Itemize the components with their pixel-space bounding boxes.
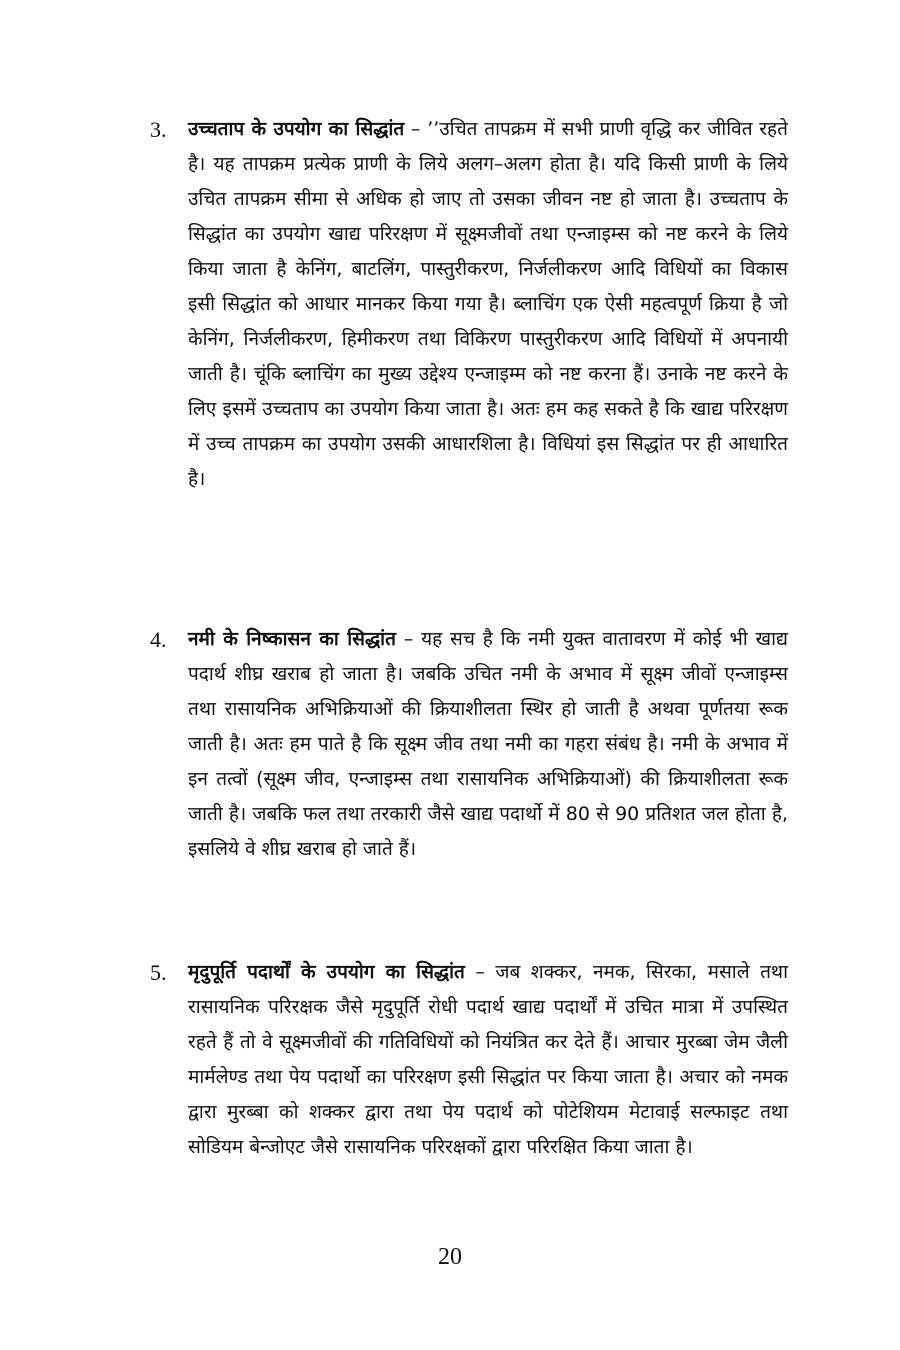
- item-heading: नमी के निष्कासन का सिद्धांत: [188, 628, 396, 650]
- item-number: 4.: [150, 627, 167, 652]
- item-paragraph: [188, 112, 788, 497]
- heading-dash: –: [404, 118, 428, 140]
- heading-dash: –: [464, 961, 496, 983]
- item-heading: उच्चताप के उपयोग का सिद्धांत: [188, 118, 405, 140]
- item-number: 3.: [150, 117, 167, 142]
- item-text: यह सच है कि नमी युक्त वातावरण में कोई भी खाद्य पदार्थ शीघ्र खराब हो जाता है। जबकि उचित नमी के अभाव में सूक्ष्म जीवों एन्जाइम्स तथा रासायनिक अभिक्रियाओं की क्रियाशीलता स्थिर हो जाती है अथवा पूर्णतया रूक जाती है। अतः हम पाते है कि सूक्ष्म जीव तथा नमी का गहरा संबंध है। नमी के अभाव में इन तत्वों (सूक्ष्म जीव, एन्जाइम्स तथा रासायनिक अभिक्रियाओं) की क्रियाशीलता रूक जाती है। जबकि फल तथा तरकारी जैसे खाद्य पदार्थो में 80 से 90 प्रतिशत जल होता है, इसलिये वे शीघ्र खराब हो जाते हैं।: [188, 628, 788, 860]
- item-paragraph: [188, 622, 788, 867]
- item-paragraph: [188, 955, 788, 1165]
- item-heading: मृदुपूर्ति पदार्थों के उपयोग का सिद्धांत: [188, 961, 465, 983]
- heading-dash: –: [395, 628, 422, 650]
- item-number: 5.: [150, 960, 167, 985]
- item-text: जब शक्कर, नमक, सिरका, मसाले तथा रासायनिक परिरक्षक जैसे मृदुपूर्ति रोधी पदार्थ खाद्य पदार्थों में उचित मात्रा में उपस्थित रहते हैं तो वे सूक्ष्मजीवों की गतिविधियों को नियंत्रित कर देते हैं। आचार मुरब्बा जेम जैली मार्मलेण्ड तथा पेय पदार्थो का परिरक्षण इसी सिद्धांत पर किया जाता है। अचार को नमक द्वारा मुरब्बा को शक्कर द्वारा तथा पेय पदार्थ को पोटेशियम मेटावाई सल्फाइट तथा सोडियम बेन्जोएट जैसे रासायनिक परिरक्षकों द्वारा परिरक्षित किया जाता है।: [188, 961, 788, 1158]
- page-number: 20: [438, 1244, 462, 1270]
- item-text: ’’उचित तापक्रम में सभी प्राणी वृद्धि कर जीवित रहते है। यह तापक्रम प्रत्येक प्राणी के लिये अलग–अलग होता है। यदि किसी प्राणी के लिये उचित तापक्रम सीमा से अधिक हो जाए तो उसका जीवन नष्ट हो जाता है। उच्चताप के सिद्धांत का उपयोग खाद्य परिरक्षण में सूक्ष्मजीवों तथा एन्जाइम्स को नष्ट करने के लिये किया जाता है केनिंग, बाटलिंग, पास्तुरीकरण, निर्जलीकरण आदि विधियों का विकास इसी सिद्धांत को आधार मानकर किया गया है। ब्लाचिंग एक ऐसी महत्वपूर्ण क्रिया है जो केनिंग, निर्जलीकरण, हिमीकरण तथा विकिरण पास्तुरीकरण आदि विधियों में अपनायी जाती है। चूंकि ब्लाचिंग का मुख्य उद्देश्य एन्जाइम्म को नष्ट करना हैं। उनाके नष्ट करने के लिए इसमें उच्चताप का उपयोग किया जाता है। अतः हम कह सकते है कि खाद्य परिरक्षण में उच्च तापक्रम का उपयोग उसकी आधारशिला है। विधियां इस सिद्धांत पर ही आधारित है।: [188, 118, 788, 490]
